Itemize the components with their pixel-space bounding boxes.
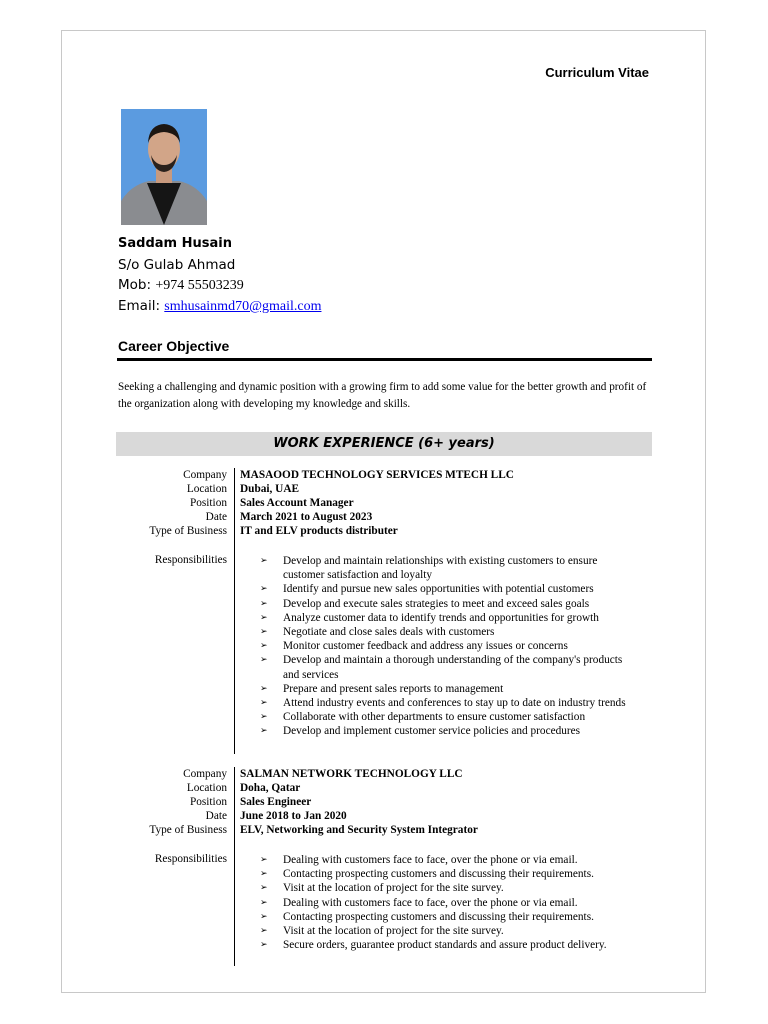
responsibility-item: [260, 896, 640, 910]
responsibility-item: [260, 696, 640, 710]
responsibility-text: Develop and execute sales strategies to meet and exceed sales goals: [283, 597, 590, 610]
arrow-bullet-icon: ➢: [260, 897, 268, 908]
cv-page: Curriculum Vitae Saddam Husain S/o Gulab Ahmad Mob: +974 55503239 Email: smhusainmd70@gmail.com Career Objective Seeking a challenging and dynamic position with a growing firm to add some value for the better growth and profit of the organization along with developing my knowledge and skills. WORK EXPERIENCE (6+ years) Company MASAOOD TECHNOLOGY SERVICES MTECH LLC Location Dubai, UAE Position Sales Account Manager Date March 2021 to August 2023 Type of Business IT and ELV products distributer Responsibilities ➢ Develop and maintain relationships with existing customers to ensure customer satisfaction and loyalty ➢ Identify and pursue new sales opportunities with potential customers ➢ Develop and execute sales strategies to meet and exceed sales goals ➢ Analyze customer data to identify trends and opportunities for growth ➢ Negotiate and close sales deals with customers ➢ Monitor customer feedback and address any issues or concerns ➢ Develop and maintain a thorough understanding of the company's products and services ➢ Prepare and present sales reports to management ➢ Attend industry events and conferences to stay up to date on industry trends ➢ Collaborate with other departments to ensure customer satisfaction ➢ Develop and implement customer service policies and procedures Company SALMAN NETWORK TECHNOLOGY LLC Location Doha, Qatar Position Sales Engineer Date June 2018 to Jan 2020 Type of Business ELV, Networking and Security System Integrator Responsibilities ➢ Dealing with customers face to face, over the phone or via email. ➢ Contacting prospecting customers and discussing their requirements. ➢ Visit at the location of project for the site survey. ➢ Dealing with customers face to face, over the phone or via email. ➢ Contacting prospecting customers and discussing their requirements. ➢ Visit at the location of project for the site survey. ➢ Secure orders, guarantee product standards and assure product delivery.: [61, 30, 706, 993]
candidate-name: Saddam Husain: [118, 236, 232, 251]
responsibility-text: Visit at the location of project for the site survey.: [283, 925, 504, 938]
responsibility-text: Negotiate and close sales deals with customers: [283, 626, 495, 639]
arrow-bullet-icon: ➢: [260, 641, 268, 652]
mobile-line: [118, 277, 244, 294]
responsibility-item: [260, 682, 640, 696]
arrow-bullet-icon: ➢: [260, 883, 268, 894]
responsibility-text: Develop and maintain relationships with existing customers to ensure customer satisfaction and loyalty: [283, 555, 598, 582]
responsibility-item: [260, 867, 640, 881]
responsibility-item: [260, 881, 640, 895]
arrow-bullet-icon: ➢: [260, 926, 268, 937]
section-divider: [117, 358, 652, 361]
responsibility-text: Prepare and present sales reports to management: [283, 682, 504, 695]
arrow-bullet-icon: ➢: [260, 698, 268, 709]
document-title: Curriculum Vitae: [545, 65, 649, 80]
responsibility-text: Collaborate with other departments to ensure customer satisfaction: [283, 711, 586, 724]
career-objective-heading: Career Objective: [118, 338, 230, 354]
responsibility-text: Visit at the location of project for the site survey.: [283, 882, 504, 895]
responsibility-text: Dealing with customers face to face, over the phone or via email.: [283, 896, 578, 909]
profile-photo-image: [121, 109, 207, 225]
responsibility-text: Identify and pursue new sales opportunities with potential customers: [283, 583, 594, 596]
responsibility-text: Develop and maintain a thorough understanding of the company's products and services: [283, 654, 623, 681]
responsibility-item: [260, 582, 640, 596]
arrow-bullet-icon: ➢: [260, 556, 268, 566]
job-divider-line: [234, 767, 235, 966]
parent-line: S/o Gulab Ahmad: [118, 257, 236, 273]
work-experience-heading: WORK EXPERIENCE (6+ years): [116, 432, 652, 456]
email-line: [118, 298, 321, 315]
responsibility-text: Develop and implement customer service policies and procedures: [283, 725, 581, 738]
responsibility-item: [260, 724, 640, 738]
responsibility-item: [260, 938, 640, 952]
email-link[interactable]: smhusainmd70@gmail.com: [164, 299, 322, 314]
career-objective-text: Seeking a challenging and dynamic position with a growing firm to add some value for the better growth and profit of the organization along with developing my knowledge and skills.: [118, 381, 647, 410]
mobile-label: Mob:: [118, 277, 156, 293]
responsibility-text: Dealing with customers face to face, over the phone or via email.: [283, 854, 578, 866]
responsibility-item: [260, 710, 640, 724]
responsibility-text: Attend industry events and conferences to stay up to date on industry trends: [283, 697, 626, 710]
responsibilities-list: [260, 853, 640, 952]
arrow-bullet-icon: ➢: [260, 612, 268, 623]
responsibility-item: [260, 639, 640, 653]
responsibility-item: [260, 653, 640, 681]
job-divider-line: [234, 468, 235, 754]
responsibility-item: [260, 597, 640, 611]
responsibility-item: [260, 554, 640, 582]
arrow-bullet-icon: ➢: [260, 855, 268, 865]
responsibility-text: Contacting prospecting customers and discussing their requirements.: [283, 910, 594, 923]
arrow-bullet-icon: ➢: [260, 598, 268, 609]
responsibility-item: [260, 853, 640, 867]
responsibility-text: Monitor customer feedback and address any issues or concerns: [283, 640, 568, 653]
responsibility-text: Contacting prospecting customers and discussing their requirements.: [283, 868, 594, 881]
arrow-bullet-icon: ➢: [260, 683, 268, 694]
arrow-bullet-icon: ➢: [260, 869, 268, 880]
arrow-bullet-icon: ➢: [260, 726, 268, 737]
arrow-bullet-icon: ➢: [260, 584, 268, 595]
responsibility-item: [260, 611, 640, 625]
responsibility-item: [260, 910, 640, 924]
responsibility-item: [260, 924, 640, 938]
email-label: Email:: [118, 298, 165, 314]
responsibility-text: Secure orders, guarantee product standards and assure product delivery.: [283, 939, 607, 952]
arrow-bullet-icon: ➢: [260, 627, 268, 638]
responsibilities-list: [260, 554, 640, 739]
profile-photo: [121, 109, 207, 225]
arrow-bullet-icon: ➢: [260, 911, 268, 922]
arrow-bullet-icon: ➢: [260, 655, 268, 666]
arrow-bullet-icon: ➢: [260, 712, 268, 723]
mobile-value: +974 55503239: [155, 278, 244, 293]
responsibility-text: Analyze customer data to identify trends and opportunities for growth: [283, 611, 599, 624]
responsibility-item: [260, 625, 640, 639]
arrow-bullet-icon: ➢: [260, 940, 268, 951]
